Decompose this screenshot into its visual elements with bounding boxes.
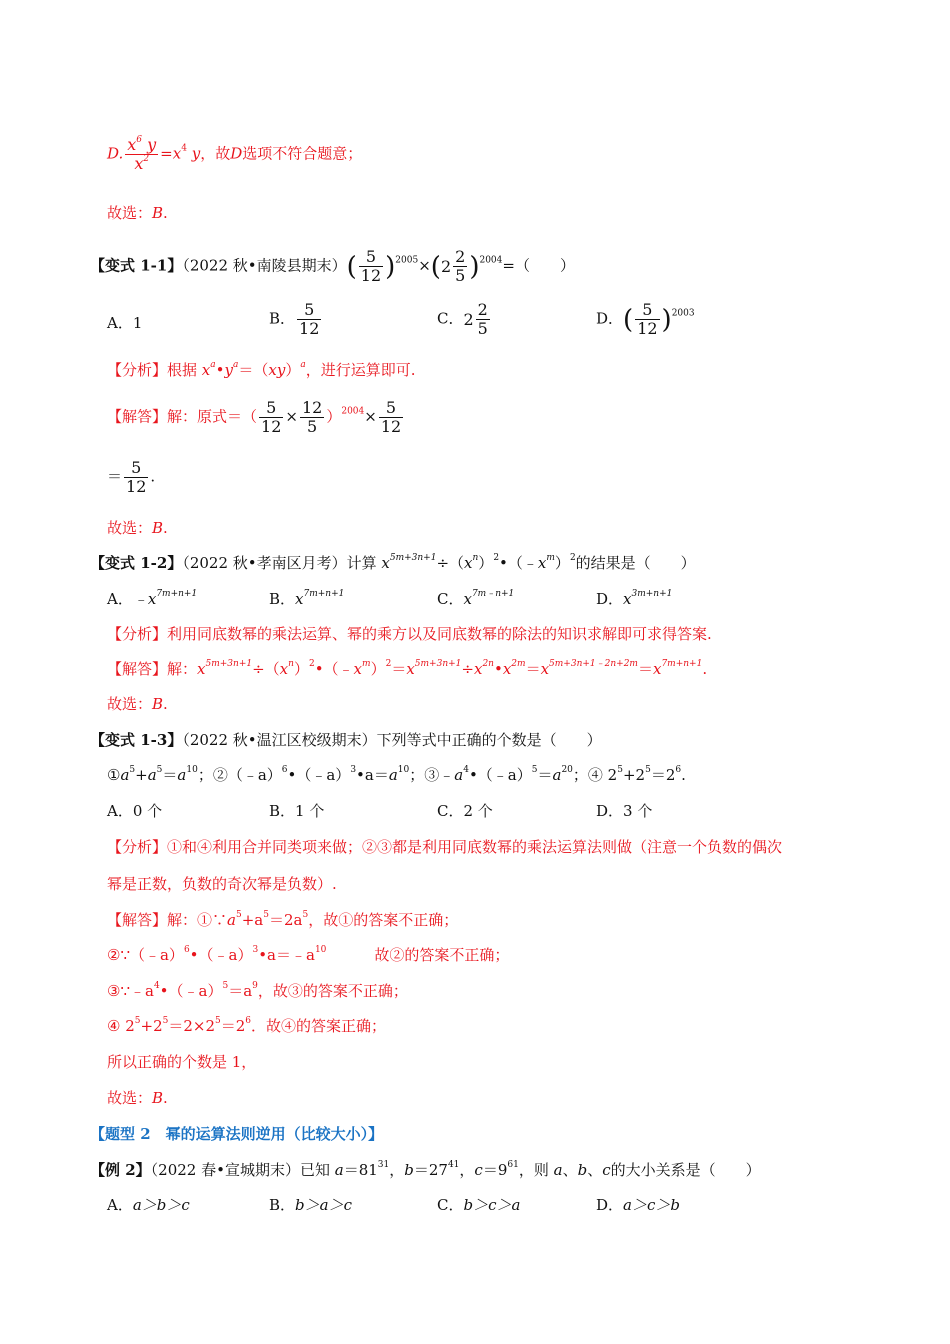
v13-option-b[interactable]: B．1 个 [269, 802, 325, 820]
variant-1-2-question: 【变式 1-2】（2022 秋•孝南区月考）计算 $x^{5m+3n+1}\div(x^n)^2•(﹣x^m)^2$的结果是（ ） [90, 553, 696, 572]
variant-1-1-question: 【变式 1-1】（2022 秋•南陵县期末）( $\frac{5}{12}$ )$^{2005}$×(2 $\frac{2}{5}$ )$^{2004}$=（ ） [90, 247, 575, 285]
v13-solution-3: $③\because﹣a^4•(﹣a)^5=a^9$，故③的答案不正确； [107, 981, 408, 1000]
v13-option-a[interactable]: A．0 个 [107, 802, 163, 820]
v11-result: ＝ $\frac{5}{12}$ . [107, 458, 156, 496]
example-2-question: 【例 2】（2022 春•宣城期末）已知 $a=81^{31}$，$b=27^{41}$，$c=9^{61}$，则 a、b、c的大小关系是（ ） [90, 1160, 761, 1179]
variant-1-3-question: 【变式 1-3】（2022 秋•温江区校级期末）下列等式中正确的个数是（ ） [90, 731, 602, 749]
variant-tag: 【变式 1-2】 [90, 554, 183, 572]
section-heading-2: 【题型 2 幂的运算法则逆用（比较大小）】 [90, 1125, 384, 1143]
v11-option-a[interactable]: A．1 [107, 314, 143, 332]
ex2-option-d[interactable]: D．a＞c＞b [596, 1196, 680, 1214]
v13-option-d[interactable]: D．3 个 [596, 802, 653, 820]
ex2-option-c[interactable]: C．b＞c＞a [437, 1196, 521, 1214]
v11-option-c[interactable]: C．2 $\frac{2}{5}$ [437, 300, 488, 338]
choose-answer-4: 故选：B. [107, 1089, 168, 1107]
v12-option-c[interactable]: C．$x^{7m﹣n+1}$ [437, 589, 515, 608]
choose-answer-2: 故选：B. [107, 519, 168, 537]
v11-analysis: 【分析】根据 $x^a•y^a=(xy)^a$，进行运算即可. [107, 360, 416, 379]
v13-solution-5: 所以正确的个数是 1， [107, 1053, 257, 1071]
choose-answer-3: 故选：B. [107, 695, 168, 713]
d-option-label: D. [107, 144, 124, 163]
v12-option-b[interactable]: B．$x^{7m+n+1}$ [269, 589, 345, 608]
variant-tag: 【变式 1-3】 [90, 731, 183, 749]
v13-solution-4: ④ $2^5+2^5=2\times 2^5=2^6$．故④的答案正确； [107, 1016, 387, 1035]
v13-analysis-line2: 幂是正数，负数的奇次幂是负数）. [107, 875, 337, 893]
v13-solution-1: 【解答】解：$①\because a^5+a^5=2a^5$，故①的答案不正确； [107, 910, 459, 929]
v13-analysis-line1: 【分析】①和④利用合并同类项来做；②③都是利用同底数幂的乘法运算法则做（注意一个负数的偶次 [107, 838, 783, 856]
example-tag: 【例 2】 [90, 1161, 151, 1179]
d-option-line: D. $\frac{x^6 y}{x^2}$ $=x^4$ y，故D选项不符合题意； [107, 135, 363, 173]
ex2-option-a[interactable]: A．a＞b＞c [107, 1196, 190, 1214]
v13-option-c[interactable]: C．2 个 [437, 802, 493, 820]
v12-option-d[interactable]: D．$x^{3m+n+1}$ [596, 589, 673, 608]
v12-solution: 【解答】解：$x^{5m+3n+1}\div(x^n)^2•(﹣x^m)^2=x^{5m+3n+1}\div x^{2n}•x^{2m}=x^{5m+3n+1﹣2n+2m}=x^{7m+n+1}$. [107, 659, 708, 678]
choose-answer-1: 故选：B. [107, 204, 168, 222]
d-option-fraction: $\frac{x^6 y}{x^2}$ [127, 135, 157, 173]
v12-option-a[interactable]: A．$﹣x^{7m+n+1}$ [107, 589, 198, 608]
variant-tag: 【变式 1-1】 [90, 256, 183, 275]
v11-option-b[interactable]: B． $\frac{5}{12}$ [269, 300, 320, 338]
v12-analysis: 【分析】利用同底数幂的乘法运算、幂的乘方以及同底数幂的除法的知识求解即可求得答案. [107, 625, 712, 643]
ex2-option-b[interactable]: B．b＞a＞c [269, 1196, 352, 1214]
v11-solution: 【解答】解：原式＝（ $\frac{5}{12}$ × $\frac{12}{5}$ ）$^{2004}$× $\frac{5}{12}$ [107, 398, 402, 436]
v13-equations: $①a^5+a^5=a^{10}$；$②(﹣a)^6•(﹣a)^3•a=a^{10}$；$③﹣a^4•(﹣a)^5=a^{20}$；④ $2^5+2^5=2^6$. [107, 765, 686, 784]
v11-option-d[interactable]: D．( $\frac{5}{12}$ )$^{2003}$ [596, 300, 695, 338]
v13-solution-2: $②\because(﹣a)^6•(﹣a)^3•a=﹣a^{10}$ 故②的答案不正确； [107, 945, 510, 964]
